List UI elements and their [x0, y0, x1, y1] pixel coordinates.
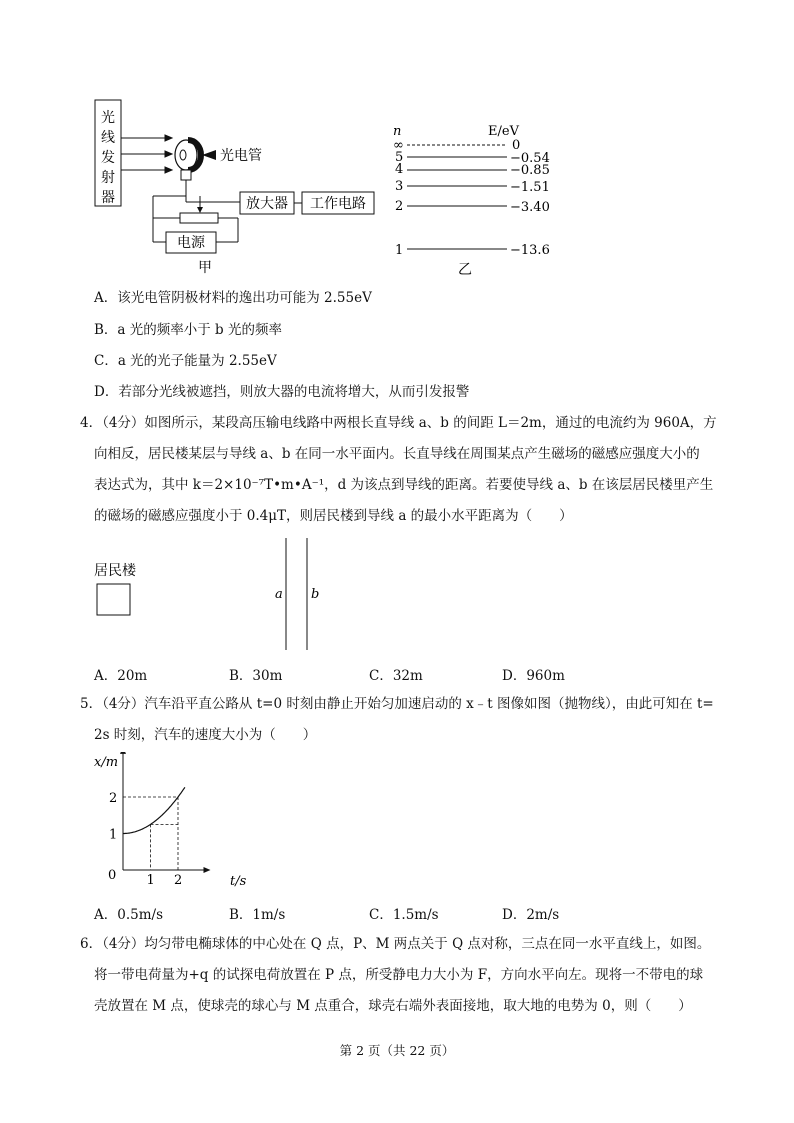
- photo-tube-icon: [175, 140, 201, 180]
- rheostat: [180, 213, 218, 223]
- level-e: −3.40: [510, 200, 550, 215]
- caption-jia: 甲: [198, 260, 212, 276]
- wire-b-label: b: [311, 587, 320, 602]
- caption-yi: 乙: [458, 262, 472, 278]
- y-axis-label: x/m: [94, 755, 119, 770]
- wire-a-label: a: [275, 587, 283, 602]
- q3-option-a: A．该光电管阴极材料的逸出功可能为 2.55eV: [94, 290, 372, 306]
- level-n: 5: [395, 150, 404, 165]
- q5-option-c: C．1.5m/s: [369, 907, 439, 923]
- level-e: −1.51: [510, 180, 550, 195]
- tube-pointer-arrow: [202, 150, 216, 160]
- level-n: 3: [395, 179, 404, 194]
- emitter-char: 器: [101, 190, 115, 206]
- level-n: 4: [395, 162, 404, 177]
- series-curve: [123, 787, 185, 833]
- y-tick-label: 2: [109, 791, 118, 806]
- q4-option-d: D．960m: [502, 668, 565, 684]
- building-box: [97, 584, 130, 615]
- q4-option-a: A．20m: [94, 668, 148, 684]
- q5-option-d: D．2m/s: [502, 907, 560, 923]
- emitter-char: 线: [101, 130, 115, 146]
- x-axis-arrow: [204, 867, 211, 873]
- emitter-char: 射: [101, 170, 115, 186]
- q6-text-line: 将一带电荷量为+q 的试探电荷放置在 P 点，所受静电力大小为 F，方向水平向左。现将一不带电的球: [94, 967, 704, 983]
- level-n: 2: [395, 199, 404, 214]
- q5-option-a: A．0.5m/s: [94, 907, 163, 923]
- tube-label: 光电管: [220, 148, 262, 164]
- q4-text-line: 的磁场的磁感应强度小于 0.4μT，则居民楼到导线 a 的最小水平距离为（ ）: [94, 508, 573, 524]
- y-tick-label: 1: [109, 827, 118, 843]
- level-e: −0.85: [510, 163, 550, 178]
- emitter-char: 发: [101, 150, 115, 166]
- building-label: 居民楼: [94, 563, 136, 579]
- rheostat-slider-arrow: [197, 207, 203, 213]
- level-e: −0.54: [510, 151, 550, 166]
- x-tick-label: 1: [146, 873, 155, 888]
- e-header: E/eV: [488, 124, 519, 139]
- q4-option-c: C．32m: [369, 668, 423, 684]
- q3-option-b: B．a 光的频率小于 b 光的频率: [94, 322, 282, 338]
- q5-option-b: B．1m/s: [229, 907, 286, 923]
- level-e: 0: [512, 138, 521, 153]
- q3-option-c: C．a 光的光子能量为 2.55eV: [94, 353, 277, 369]
- n-header: n: [393, 124, 402, 139]
- work-circuit-label: 工作电路: [310, 196, 366, 212]
- emitter-char: 光: [101, 110, 115, 126]
- origin-label: 0: [108, 868, 117, 883]
- level-n: 1: [395, 243, 404, 258]
- figure-photoelectric: [80, 92, 560, 282]
- q4-option-b: B．30m: [229, 668, 283, 684]
- page-footer: 第 2 页（共 22 页）: [339, 1043, 455, 1058]
- q5-text-line: 2s 时刻，汽车的速度大小为（ ）: [94, 727, 317, 743]
- q6-text-line: 6．（4分）均匀带电椭球体的中心处在 Q 点，P、M 两点关于 Q 点对称，三点在同一水平直线上，如图。: [80, 936, 711, 952]
- level-n: ∞: [393, 138, 404, 153]
- x-tick-label: 2: [174, 873, 183, 888]
- q4-text-line: 4．（4分）如图所示，某段高压输电线路中两根长直导线 a、b 的间距 L＝2m，通过的电流约为 960A，方: [80, 415, 717, 431]
- xt-graph: [94, 752, 264, 892]
- q6-text-line: 壳放置在 M 点，使球壳的球心与 M 点重合，球壳右端外表面接地，取大地的电势为 0，则（ ）: [94, 998, 692, 1014]
- power-label: 电源: [177, 235, 205, 251]
- y-axis-arrow: [120, 752, 126, 754]
- x-axis-label: t/s: [230, 874, 247, 889]
- figure-wires-building: [90, 535, 340, 655]
- light-ray-arrows: [121, 135, 172, 173]
- level-e: −13.6: [510, 243, 550, 258]
- q3-option-d: D．若部分光线被遮挡，则放大器的电流将增大，从而引发报警: [94, 384, 470, 400]
- amplifier-label: 放大器: [246, 196, 288, 212]
- q4-text-line: 表达式为，其中 k＝2×10⁻⁷T•m•A⁻¹，d 为该点到导线的距离。若要使导线 a、b 在该层居民楼里产生: [94, 477, 714, 493]
- q5-text-line: 5．（4分）汽车沿平直公路从 t=0 时刻由静止开始匀加速启动的 x﹣t 图像如图（抛物线），由此可知在 t=: [80, 696, 714, 712]
- q4-text-line: 向相反，居民楼某层与导线 a、b 在同一水平面内。长直导线在周围某点产生磁场的磁感应强度大小的: [94, 446, 700, 462]
